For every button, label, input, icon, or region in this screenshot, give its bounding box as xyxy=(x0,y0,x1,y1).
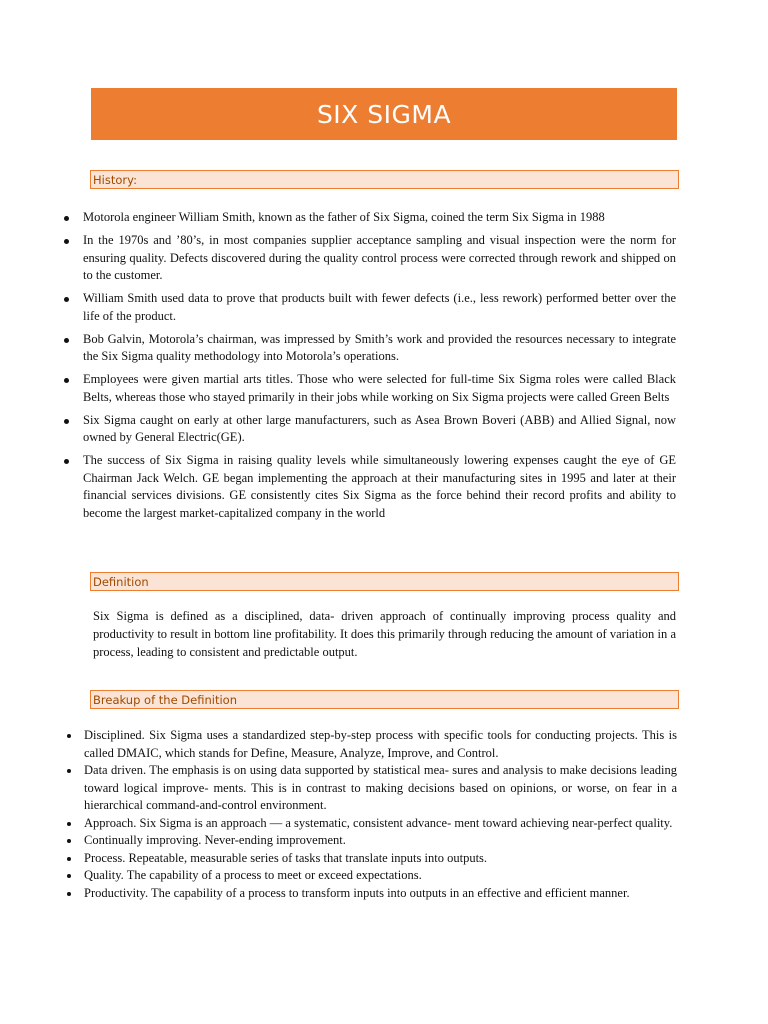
list-item: Approach. Six Sigma is an approach — a systematic, consistent advance- ment toward achieving near-perfect quality. xyxy=(84,815,677,833)
bullet-icon xyxy=(64,419,69,424)
section-header-definition xyxy=(90,572,679,591)
list-item: Employees were given martial arts titles. Those who were selected for full-time Six Sigma roles were called Black Belts, whereas those who stayed primarily in their jobs while working on Six Sigma projects were called Green Belts xyxy=(83,371,676,406)
list-item: Motorola engineer William Smith, known as the father of Six Sigma, coined the term Six Sigma in 1988 xyxy=(83,209,676,227)
list-item: Productivity. The capability of a process to transform inputs into outputs in an effective and efficient manner. xyxy=(84,885,677,903)
list-item: Data driven. The emphasis is on using data supported by statistical mea- sures and analysis to make decisions leading toward logical improve- ments. This is in contrast to making decisions based on opinions, or worse, on fear in a hierarchical command-and-control environment. xyxy=(84,762,677,815)
bullet-icon xyxy=(64,297,69,302)
page-title: SIX SIGMA xyxy=(316,99,452,129)
bullet-icon xyxy=(67,769,71,773)
bullet-icon xyxy=(67,734,71,738)
section-heading-breakup: Breakup of the Definition xyxy=(93,692,237,707)
list-item: Six Sigma caught on early at other large manufacturers, such as Asea Brown Boveri (ABB) and Allied Signal, now owned by General Electric(GE). xyxy=(83,412,676,447)
section-heading-history: History: xyxy=(93,172,137,187)
definition-paragraph: Six Sigma is defined as a disciplined, data- driven approach of continually improving process quality and productivity to result in bottom line profitability. It does this primarily through reducing the amount of variation in a process, leading to consistent and predictable output. xyxy=(93,609,676,659)
bullet-icon xyxy=(64,216,69,221)
bullet-icon xyxy=(67,822,71,826)
section-header-history xyxy=(90,170,679,189)
list-item: The success of Six Sigma in raising quality levels while simultaneously lowering expenses caught the eye of GE Chairman Jack Welch. GE began implementing the approach at their manufacturing sites in 1995 and later at their financial services divisions. GE consistently cites Six Sigma as the force behind their record profits and ability to become the largest market-capitalized company in the world xyxy=(83,452,676,522)
title-banner xyxy=(91,88,677,140)
list-item: Bob Galvin, Motorola’s chairman, was impressed by Smith’s work and provided the resources necessary to integrate the Six Sigma quality methodology into Motorola’s operations. xyxy=(83,331,676,366)
list-item: William Smith used data to prove that products built with fewer defects (i.e., less rework) performed better over the life of the product. xyxy=(83,290,676,325)
section-heading-definition: Definition xyxy=(93,574,149,589)
breakup-list xyxy=(84,727,677,902)
bullet-icon xyxy=(67,857,71,861)
bullet-icon xyxy=(64,338,69,343)
list-item: Process. Repeatable, measurable series of tasks that translate inputs into outputs. xyxy=(84,850,677,868)
bullet-icon xyxy=(64,459,69,464)
history-list xyxy=(83,209,676,528)
list-item: In the 1970s and ’80’s, in most companies supplier acceptance sampling and visual inspection were the norm for ensuring quality. Defects discovered during the quality control process were corrected through rework and shipped on to the customer. xyxy=(83,232,676,285)
bullet-icon xyxy=(64,378,69,383)
bullet-icon xyxy=(67,874,71,878)
list-item: Quality. The capability of a process to meet or exceed expectations. xyxy=(84,867,677,885)
section-header-breakup xyxy=(90,690,679,709)
list-item: Disciplined. Six Sigma uses a standardized step-by-step process with specific tools for conducting projects. This is called DMAIC, which stands for Define, Measure, Analyze, Improve, and Control. xyxy=(84,727,677,762)
bullet-icon xyxy=(67,839,71,843)
bullet-icon xyxy=(64,239,69,244)
bullet-icon xyxy=(67,892,71,896)
list-item: Continually improving. Never-ending improvement. xyxy=(84,832,677,850)
